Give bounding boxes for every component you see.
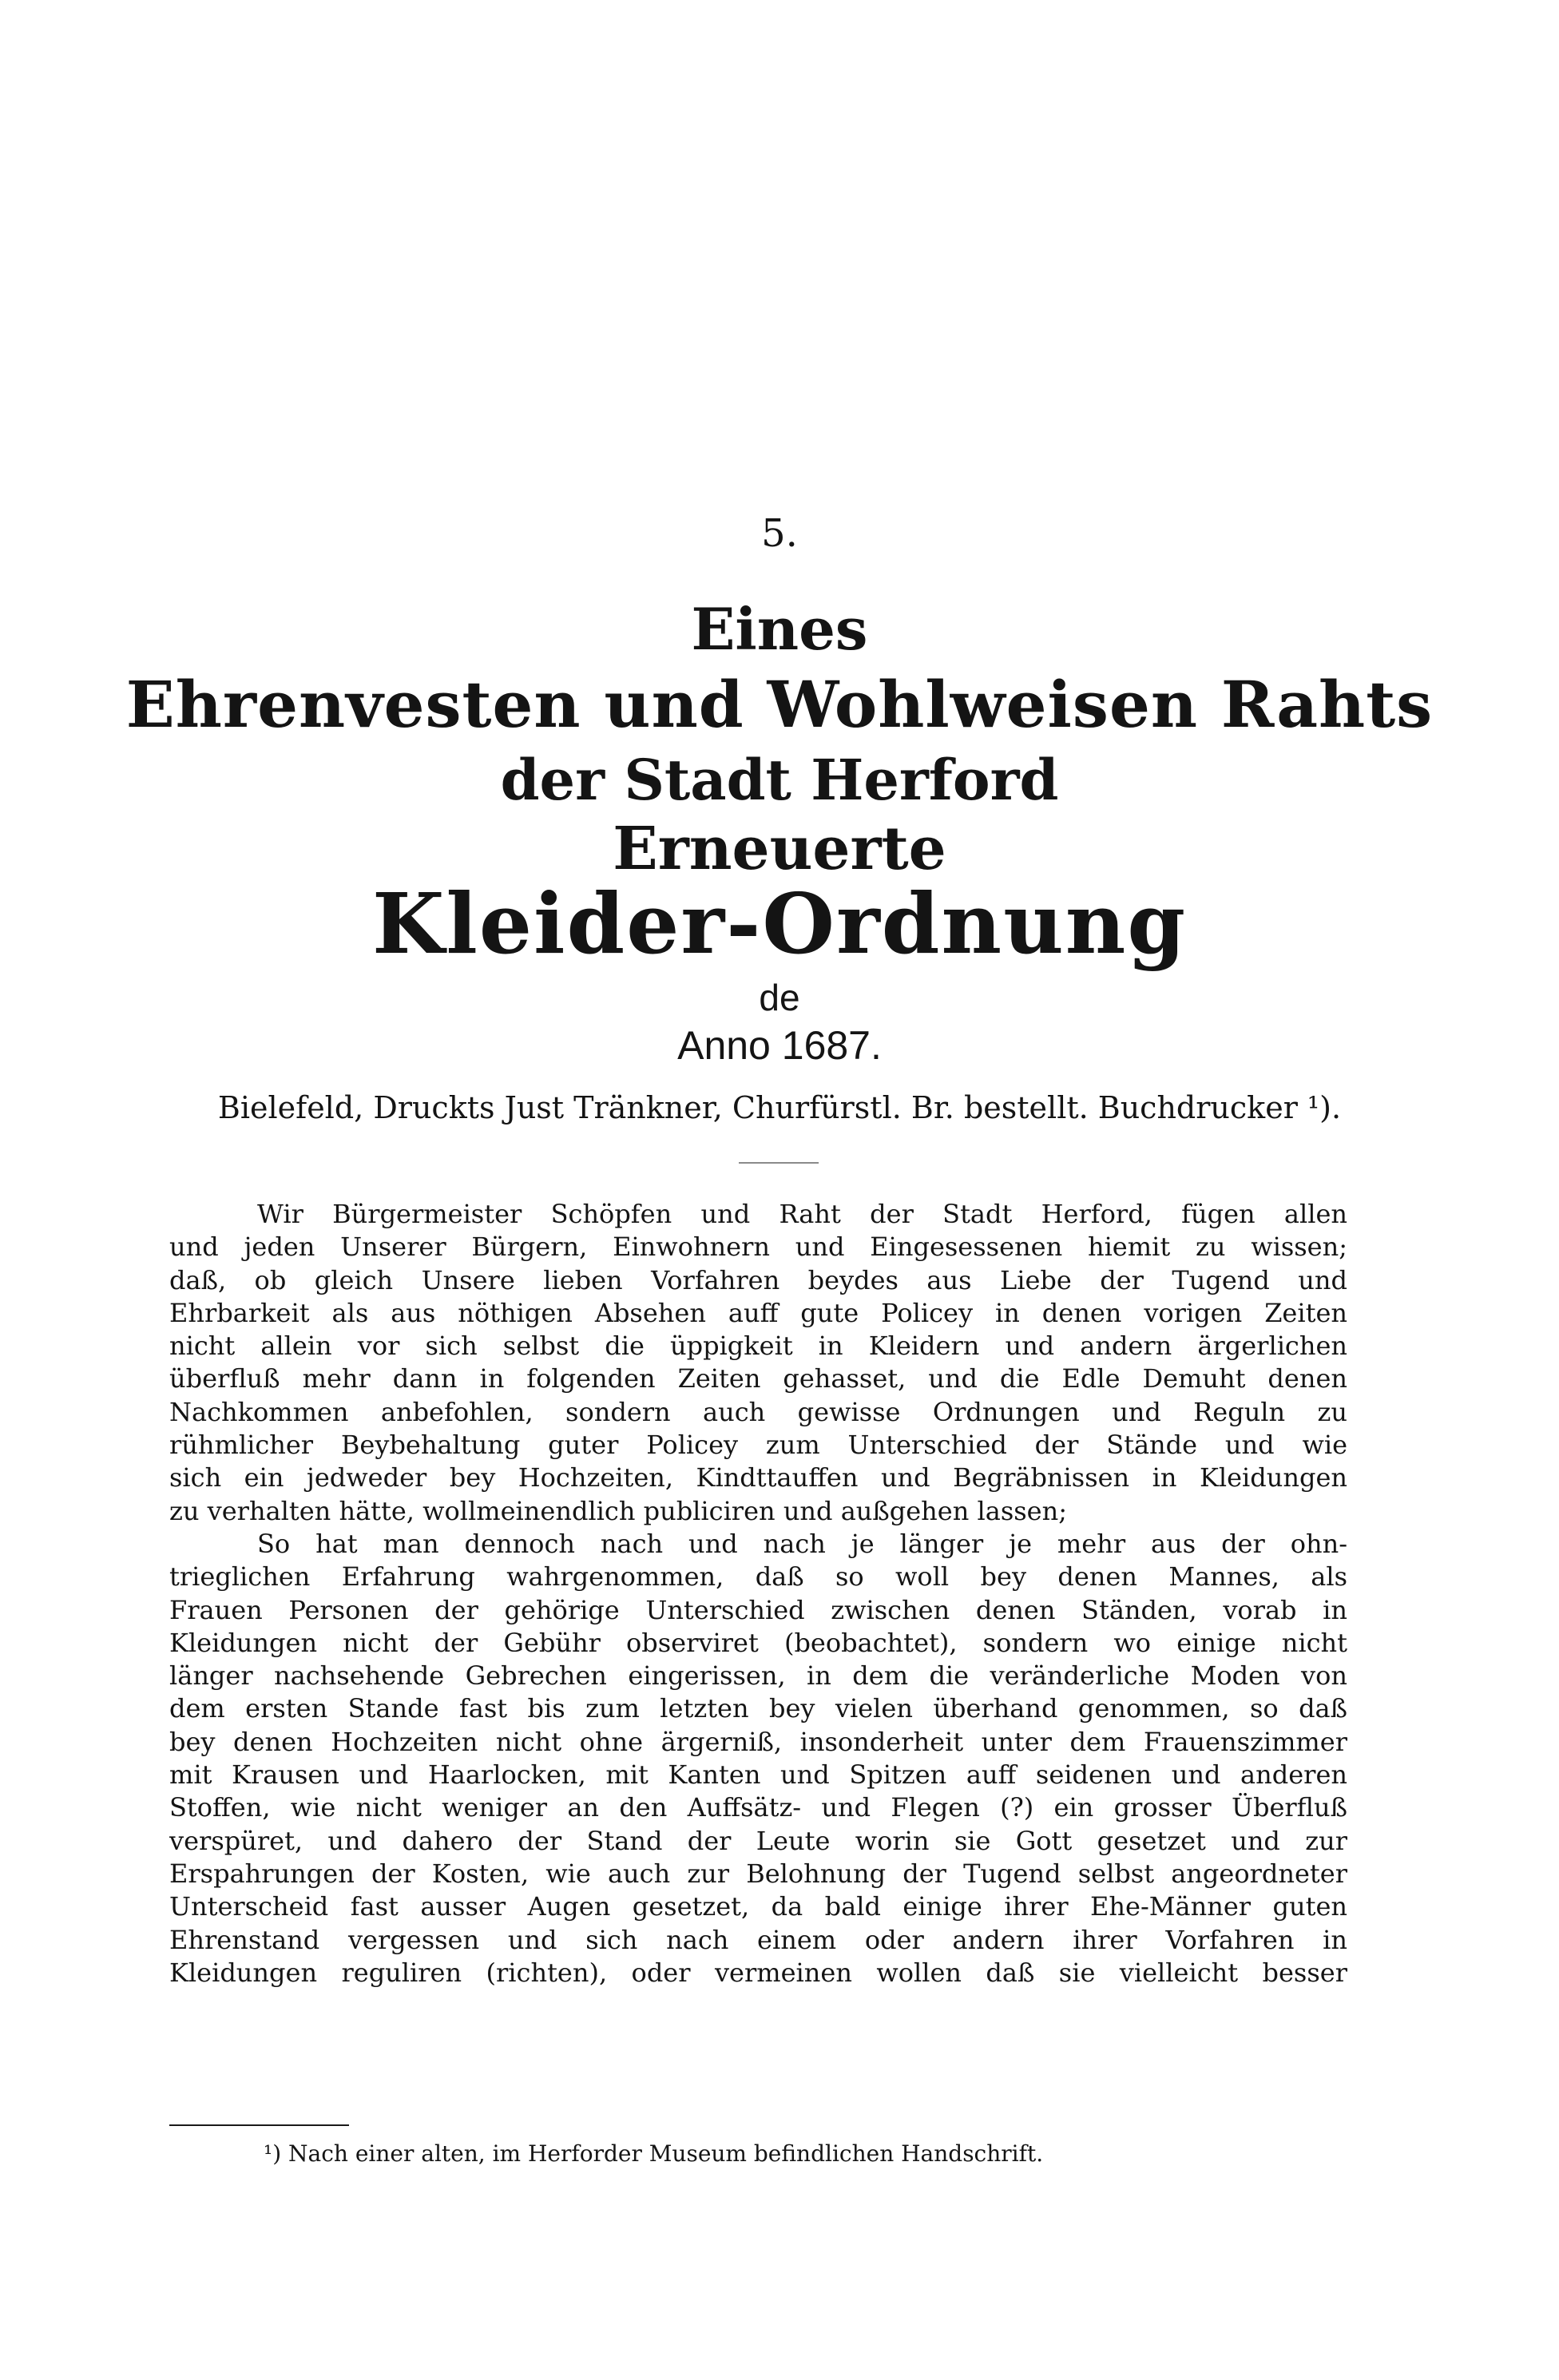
text-line: nicht allein vor sich selbst die üppigkeit in Kleidern und andern ärgerlichen <box>169 1331 1347 1362</box>
text-line: dem ersten Stande fast bis zum letzten bey vielen überhand genommen, so daß <box>169 1693 1347 1724</box>
text-line: So hat man dennoch nach und nach je länger je mehr aus der ohn- <box>257 1528 1347 1559</box>
title-main: Kleider-Ordnung <box>371 875 1188 973</box>
text-line: Kleidungen reguliren (richten), oder vermeinen wollen daß sie vielleicht besser <box>169 1957 1347 1988</box>
title-line-3: der Stadt Herford <box>500 747 1059 813</box>
document-number: 5. <box>761 511 798 556</box>
text-line: überfluß mehr dann in folgenden Zeiten gehasset, und die Edle Demuht denen <box>169 1363 1347 1394</box>
title-line-2: Ehrenvesten und Wohlweisen Rahts <box>125 667 1434 742</box>
text-line: Unterscheid fast ausser Augen gesetzet, da bald einige ihrer Ehe-Männer guten <box>169 1891 1347 1922</box>
text-line: Frauen Personen der gehörige Unterschied zwischen denen Ständen, vorab in <box>169 1594 1347 1625</box>
separator-rule <box>739 1162 819 1164</box>
text-line: Ehrenstand vergessen und sich nach einem oder andern ihrer Vorfahren in <box>169 1924 1347 1955</box>
text-line: Stoffen, wie nicht weniger an den Auffsätz- und Flegen (?) ein grosser Überfluß <box>169 1792 1347 1823</box>
text-line: zu verhalten hätte, wollmeinendlich publiciren und außgehen lassen; <box>169 1495 1067 1526</box>
text-line: Nachkommen anbefohlen, sondern auch gewisse Ordnungen und Reguln zu <box>169 1396 1347 1427</box>
paragraph <box>169 1198 1347 1528</box>
text-line: verspüret, und dahero der Stand der Leute worin sie Gott gesetzet und zur <box>169 1825 1347 1856</box>
paragraph <box>169 1528 1347 1989</box>
imprint-line: Bielefeld, Druckts Just Tränkner, Churfürstl. Br. bestellt. Buchdrucker ¹). <box>217 1090 1342 1125</box>
text-line: Wir Bürgermeister Schöpfen und Raht der Stadt Herford, fügen allen <box>257 1199 1347 1229</box>
text-line: Erspahrungen der Kosten, wie auch zur Belohnung der Tugend selbst angeordneter <box>169 1858 1347 1889</box>
text-line: Kleidungen nicht der Gebühr observiret (beobachtet), sondern wo einige nicht <box>169 1627 1347 1658</box>
title-de: de <box>759 977 800 1018</box>
title-line-4: Erneuerte <box>613 815 946 883</box>
text-line: trieglichen Erfahrung wahrgenommen, daß so woll bey denen Mannes, als <box>169 1561 1347 1593</box>
footnote: ¹) Nach einer alten, im Herforder Museum befindlichen Handschrift. <box>264 2140 1044 2167</box>
text-line: daß, ob gleich Unsere lieben Vorfahren beydes aus Liebe der Tugend und <box>169 1264 1347 1295</box>
text-line: rühmlicher Beybehaltung guter Policey zum Unterschied der Stände und wie <box>169 1430 1347 1461</box>
title-year: Anno 1687. <box>677 1023 882 1068</box>
title-line-1: Eines <box>691 595 868 663</box>
body-text <box>169 1198 1347 1989</box>
text-line: länger nachsehende Gebrechen eingerissen, in dem die veränderliche Moden von <box>169 1660 1347 1692</box>
footnote-rule <box>169 2124 349 2126</box>
text-line: sich ein jedweder bey Hochzeiten, Kindttauffen und Begräbnissen in Kleidungen <box>169 1462 1347 1493</box>
text-line: und jeden Unserer Bürgern, Einwohnern und Eingesessenen hiemit zu wissen; <box>169 1232 1347 1263</box>
text-line: mit Krausen und Haarlocken, mit Kanten und Spitzen auff seidenen und anderen <box>169 1759 1347 1791</box>
text-line: Ehrbarkeit als aus nöthigen Absehen auff gute Policey in denen vorigen Zeiten <box>169 1297 1347 1328</box>
text-line: bey denen Hochzeiten nicht ohne ärgerniß, insonderheit unter dem Frauenszimmer <box>169 1726 1347 1757</box>
